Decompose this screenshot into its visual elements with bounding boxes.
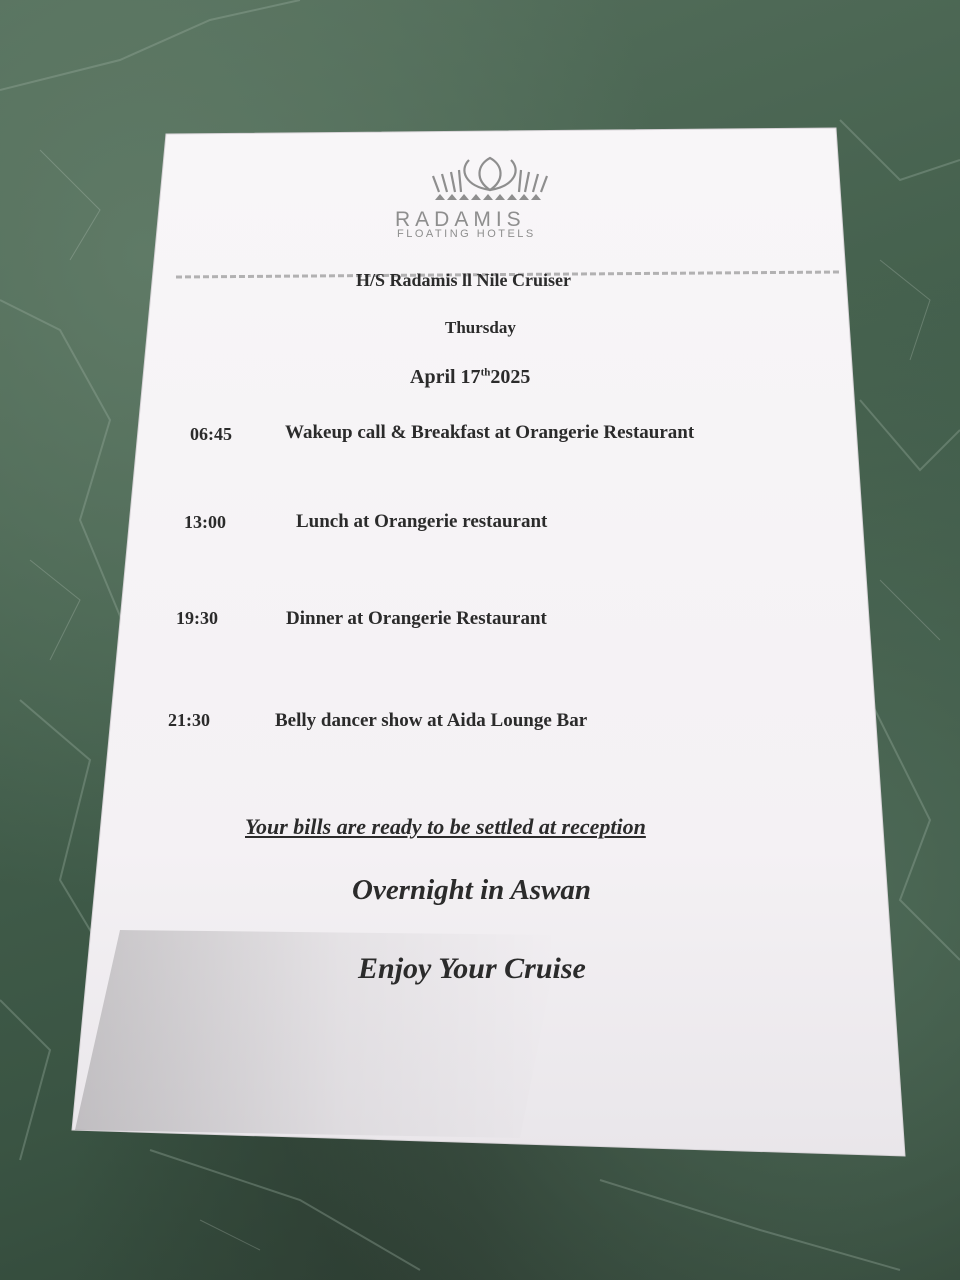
schedule-event: Belly dancer show at Aida Lounge Bar bbox=[275, 710, 588, 731]
closing-message: Enjoy Your Cruise bbox=[358, 952, 586, 985]
lotus-emblem-icon bbox=[395, 150, 595, 210]
overnight-location: Overnight in Aswan bbox=[352, 874, 592, 906]
date-label bbox=[410, 366, 530, 389]
schedule-event: Dinner at Orangerie Restaurant bbox=[286, 608, 547, 629]
day-label: Thursday bbox=[445, 318, 516, 337]
schedule-event: Lunch at Orangerie restaurant bbox=[296, 511, 548, 532]
logo-tagline: FLOATING HOTELS bbox=[397, 228, 536, 240]
logo-name: RADAMIS bbox=[395, 208, 526, 231]
radamis-logo bbox=[395, 150, 595, 240]
schedule-time: 13:00 bbox=[184, 512, 226, 532]
date-prefix: April 17 bbox=[410, 366, 481, 388]
schedule-time: 06:45 bbox=[190, 424, 232, 444]
date-year: 2025 bbox=[490, 366, 531, 388]
cruise-title: H/S Radamis ll Nile Cruiser bbox=[356, 270, 571, 290]
schedule-event: Wakeup call & Breakfast at Orangerie Restaurant bbox=[285, 422, 695, 443]
schedule-time: 19:30 bbox=[176, 608, 218, 628]
schedule-time: 21:30 bbox=[168, 710, 210, 730]
date-suffix: th bbox=[480, 366, 491, 379]
bills-notice: Your bills are ready to be settled at reception bbox=[245, 814, 646, 839]
